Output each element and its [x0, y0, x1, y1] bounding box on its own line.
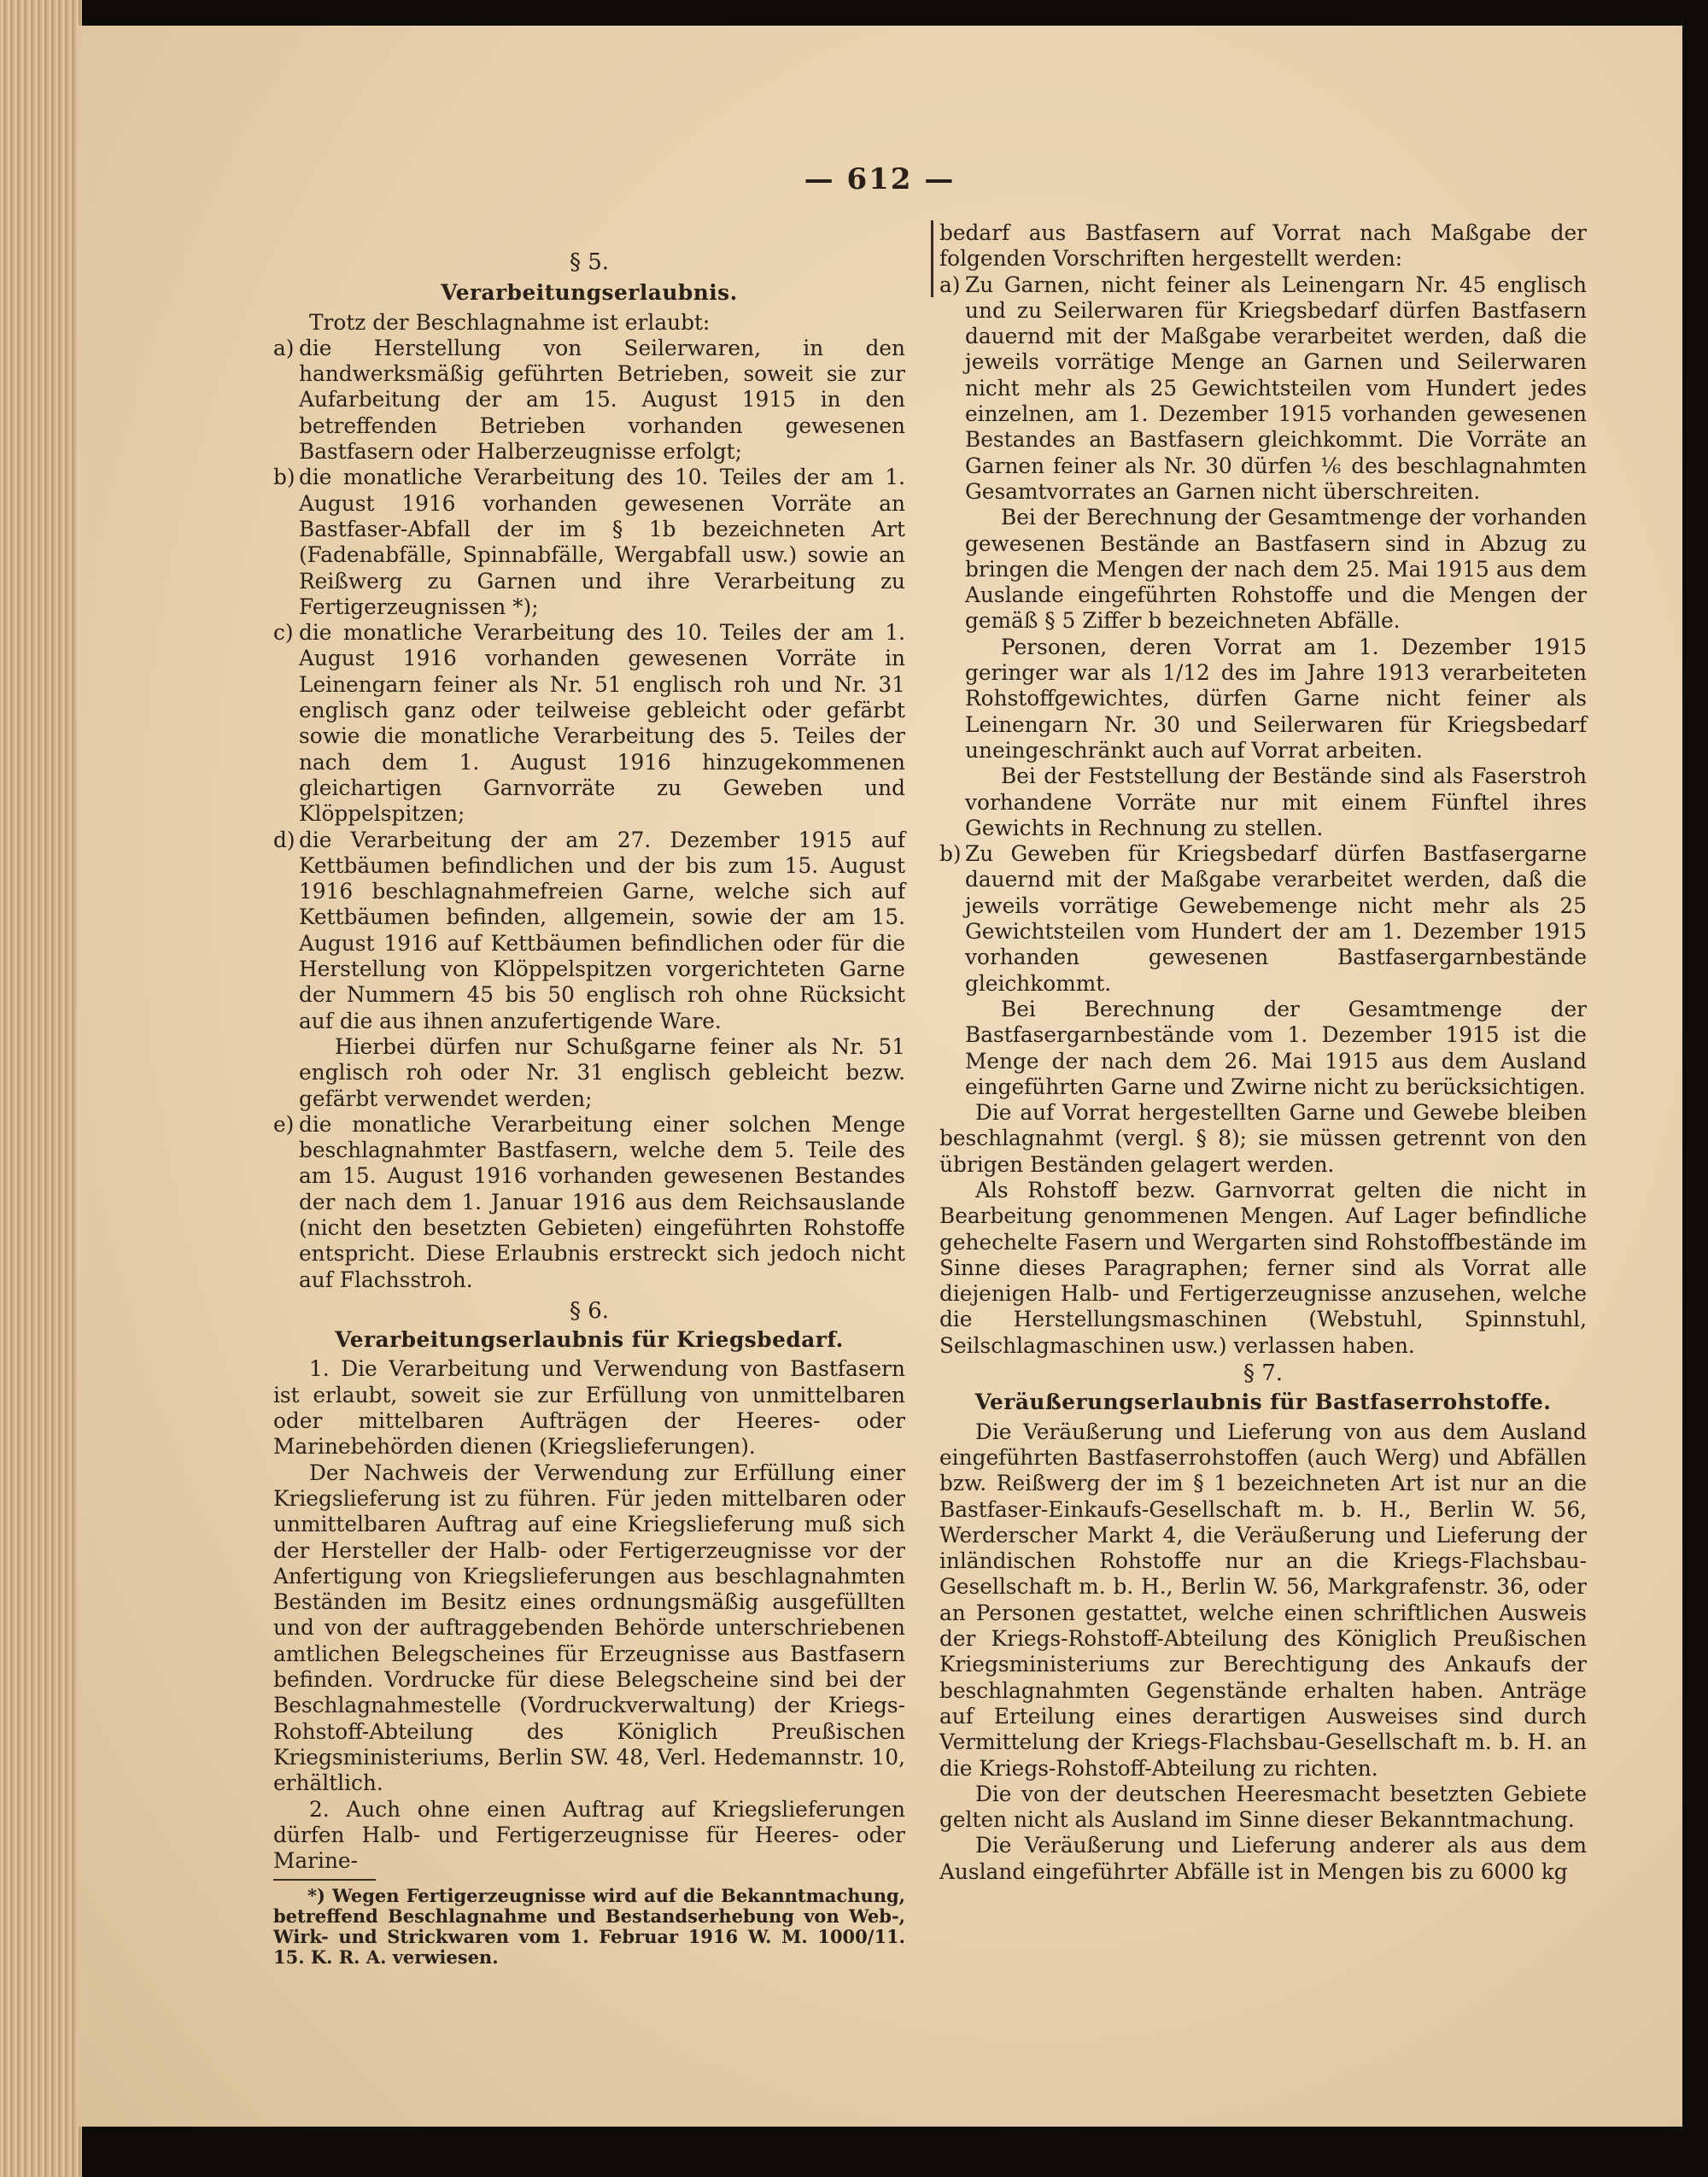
section-7-paragraph-2: Die von der deutschen Heeresmacht besetzten Gebiete gelten nicht als Ausland im Sinne dieser Bekanntmachung. [939, 1781, 1587, 1833]
section-6-item-a: a) Zu Garnen, nicht feiner als Leinengarn Nr. 45 englisch und zu Seilerwaren für Kriegsbedarf dürfen Bastfasern dauernd mit der Maßgabe verarbeitet werden, daß die jeweils vorrätige Menge an Garnen und Seilerwaren nicht mehr als 25 Gewichtsteilen vom Hundert jedes einzelnen, am 1. Dezember 1915 vorhanden gewesenen Bestandes an Bastfasern gleichkommt. Die Vorräte an Garnen feiner als Nr. 30 dürfen ⅙ des beschlagnahmten Gesamtvorrates an Garnen nicht überschreiten. [939, 272, 1587, 504]
item-a-paragraph-3: Bei der Feststellung der Bestände sind als Faserstroh vorhandene Vorräte nur mit einem Fünftel ihres Gewichts in Rechnung zu stellen. [965, 764, 1587, 840]
section-6-title: Verarbeitungserlaubnis für Kriegsbedarf. [335, 1327, 844, 1353]
section-6-heading: § 6. [569, 1297, 610, 1324]
section-5-item-d-note: Hierbei dürfen nur Schußgarne feiner als Nr. 51 englisch roh oder Nr. 31 englisch gebleicht bezw. gefärbt verwendet werden; [299, 1033, 905, 1111]
right-column [939, 220, 1587, 1885]
section-6-paragraph-3: 2. Auch ohne einen Auftrag auf Kriegslieferungen dürfen Halb- und Fertigerzeugnisse für Heeres- oder Marine- [273, 1796, 905, 1874]
item-a-paragraph-2: Personen, deren Vorrat am 1. Dezember 1915 geringer war als 1/12 des im Jahre 1913 verarbeiteten Rohstoffgewichtes, dürfen Garne nicht feiner als Leinengarn Nr. 30 und Seilerwaren für Kriegsbedarf uneingeschränkt auch auf Vorrat arbeiten. [965, 634, 1587, 763]
section-7-title: Veräußerungserlaubnis für Bastfaserrohstoffe. [974, 1390, 1552, 1415]
page-number: — 612 — [804, 162, 956, 196]
item-a-paragraph-1: Bei der Berechnung der Gesamtmenge der vorhanden gewesenen Bestände an Bastfasern sind in Abzug zu bringen die Mengen der nach dem 25. Mai 1915 aus dem Auslande eingeführten Rohstoffe und die Mengen der gemäß § 5 Ziffer b bezeichneten Abfälle. [965, 505, 1587, 634]
section-7-paragraph-3: Die Veräußerung und Lieferung anderer als aus dem Ausland eingeführter Abfälle ist in Mengen bis zu 6000 kg [939, 1833, 1587, 1884]
section-5-item-e: e) die monatliche Verarbeitung einer solchen Menge beschlagnahmter Bastfasern, welche dem 5. Teile des am 15. August 1916 vorhanden gewesenen Bestandes der nach dem 1. Januar 1916 aus dem Reichsauslande (nicht den besetzten Gebieten) eingeführten Rohstoffe entspricht. Diese Erlaubnis erstreckt sich jedoch nicht auf Flachsstroh. [273, 1111, 905, 1292]
section-6-item-b: b) Zu Geweben für Kriegsbedarf dürfen Bastfasergarne dauernd mit der Maßgabe verarbeitet werden, daß die jeweils vorrätige Gewebemenge nicht mehr als 25 Gewichtsteilen vom Hundert der am 1. Dezember 1915 vorhanden gewesenen Bastfasergarnbestände gleichkommt. [939, 841, 1587, 996]
section-6-paragraph-2: Der Nachweis der Verwendung zur Erfüllung einer Kriegslieferung ist zu führen. Für jeden mittelbaren oder unmittelbaren Auftrag auf eine Kriegslieferung muß sich der Hersteller der Halb- oder Fertigerzeugnisse vor der Anfertigung von Kriegslieferungen aus beschlagnahmten Beständen im Besitz eines ordnungsmäßig ausgefüllten und von der auftraggebenden Behörde unterschriebenen amtlichen Belegscheines für Erzeugnisse aus Bastfasern befinden. Vordrucke für diese Belegscheine sind bei der Beschlagnahmestelle (Vordruckverwaltung) der Kriegs-Rohstoff-Abteilung des Königlich Preußischen Kriegsministeriums, Berlin SW. 48, Verl. Hedemannstr. 10, erhältlich. [273, 1460, 905, 1796]
footnote-rule [273, 1879, 376, 1881]
document-page [77, 26, 1682, 2127]
section-5-heading: § 5. [569, 249, 610, 275]
section-5-item-c: c) die monatliche Verarbeitung des 10. Teiles der am 1. August 1916 vorhanden gewesenen Vorräte in Leinengarn feiner als Nr. 51 englisch roh und Nr. 31 englisch ganz oder teilweise gebleicht oder gefärbt sowie die monatliche Verarbeitung des 5. Teiles der nach dem 1. August 1916 hinzugekommenen gleichartigen Garnvorräte zu Geweben und Klöppelspitzen; [273, 620, 905, 827]
section-5-item-b: b) die monatliche Verarbeitung des 10. Teiles der am 1. August 1916 vorhanden gewesenen Vorräte an Bastfaser-Abfall der im § 1b bezeichneten Art (Fadenabfälle, Spinnabfälle, Wergabfall usw.) sowie an Reißwerg zu Garnen und ihre Verarbeitung zu Fertigerzeugnissen *); [273, 465, 905, 619]
section-7-heading: § 7. [1243, 1361, 1284, 1387]
section-5-title: Verarbeitungserlaubnis. [441, 280, 738, 306]
column-divider [931, 220, 933, 297]
item-b-paragraph-1: Bei Berechnung der Gesamtmenge der Bastfasergarnbestände vom 1. Dezember 1915 ist die Menge der nach dem 26. Mai 1915 aus dem Ausland eingeführten Garne und Zwirne nicht zu berücksichtigen. [965, 996, 1587, 1099]
section-6-paragraph-1: 1. Die Verarbeitung und Verwendung von Bastfasern ist erlaubt, soweit sie zur Erfüllung von unmittelbaren oder mittelbaren Aufträgen der Heeres- oder Marinebehörden dienen (Kriegslieferungen). [273, 1356, 905, 1460]
section-5-item-a: a) die Herstellung von Seilerwaren, in den handwerksmäßig geführten Betrieben, soweit sie zur Aufarbeitung der am 15. August 1915 in den betreffenden Betrieben vorhanden gewesenen Bastfasern oder Halberzeugnisse erfolgt; [273, 335, 905, 465]
section-5-intro: Trotz der Beschlagnahme ist erlaubt: [309, 309, 711, 335]
book-page-edges [0, 0, 82, 2177]
paragraph-vorrat: Die auf Vorrat hergestellten Garne und Gewebe bleiben beschlagnahmt (vergl. § 8); sie müssen getrennt von den übrigen Beständen gelagert werden. [939, 1100, 1587, 1177]
section-6-continuation: bedarf aus Bastfasern auf Vorrat nach Maßgabe der folgenden Vorschriften hergestellt werden: [939, 220, 1587, 272]
section-5-item-d: d) die Verarbeitung der am 27. Dezember 1915 auf Kettbäumen befindlichen und der bis zum 15. August 1916 beschlagnahmefreien Garne, welche sich auf Kettbäumen befinden, allgemein, sowie der am 15. August 1916 auf Kettbäumen befindlichen oder für die Herstellung von Klöppelspitzen vorgerichteten Garne der Nummern 45 bis 50 englisch roh ohne Rücksicht auf die aus ihnen anzufertigende Ware. [273, 827, 905, 1033]
section-7-paragraph-1: Die Veräußerung und Lieferung von aus dem Ausland eingeführten Bastfaserrohstoffen (auch Werg) und Abfällen bzw. Reißwerg der im § 1 bezeichneten Art ist nur an die Bastfaser-Einkaufs-Gesellschaft m. b. H., Berlin W. 56, Werderscher Markt 4, die Veräußerung und Lieferung der inländischen Rohstoffe nur an die Kriegs-Flachsbau-Gesellschaft m. b. H., Berlin W. 56, Markgrafenstr. 36, oder an Personen gestattet, welche einen schriftlichen Ausweis der Kriegs-Rohstoff-Abteilung des Königlich Preußischen Kriegsministeriums zur Berechtigung des Ankaufs der beschlagnahmten Gegenstände erhalten haben. Anträge auf Erteilung eines derartigen Ausweises sind durch Vermittelung der Kriegs-Flachsbau-Gesellschaft m. b. H. an die Kriegs-Rohstoff-Abteilung zu richten. [939, 1419, 1587, 1781]
left-column [273, 220, 905, 1968]
paragraph-rohstoff: Als Rohstoff bezw. Garnvorrat gelten die nicht in Bearbeitung genommenen Mengen. Auf Lager befindliche gehechelte Fasern und Wergarten sind Rohstoffbestände im Sinne dieses Paragraphen; ferner sind als Vorrat alle diejenigen Halb- und Fertigerzeugnisse anzusehen, welche die Herstellungsmaschinen (Webstuhl, Spinnstuhl, Seilschlagmaschinen usw.) verlassen haben. [939, 1177, 1587, 1358]
footnote: *) Wegen Fertigerzeugnisse wird auf die Bekanntmachung, betreffend Beschlagnahme und Bestandserhebung von Web-, Wirk- und Strickwaren vom 1. Februar 1916 W. M. 1000/11. 15. K. R. A. verwiesen. [273, 1885, 905, 1969]
